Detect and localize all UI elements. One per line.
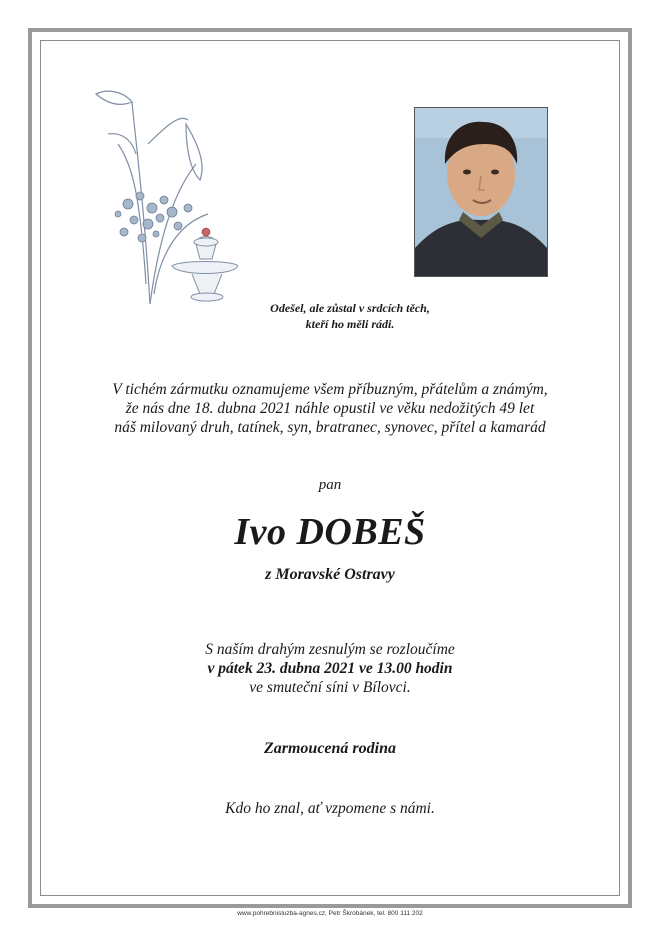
announcement-line: V tichém zármutku oznamujeme všem příbuzným, přátelům a známým, [112,381,548,398]
announcement-line: náš milovaný druh, tatínek, syn, bratranec, synovec, přítel a kamarád [114,419,546,436]
footer-contact: www.pohrebnisluzba-agnes.cz, Petr Škrobánek, tel. 800 111 202 [237,910,423,917]
funeral-date: v pátek 23. dubna 2021 ve 13.00 hodin [207,660,453,677]
announcement-line: že nás dne 18. dubna 2021 náhle opustil ve věku nedožitých 49 let [125,400,535,417]
origin: z Moravské Ostravy [265,566,395,583]
closing-line: Kdo ho znal, ať vzpomene s námi. [225,800,435,817]
funeral-line: S naším drahým zesnulým se rozloučíme [205,641,455,658]
motto [230,300,470,332]
salutation: pan [318,477,342,493]
motto-line: kteří ho měli rádi. [305,317,395,331]
motto-line: Odešel, ale zůstal v srdcích těch, [270,301,430,315]
announcement [0,380,660,437]
deceased-name: Ivo DOBEŠ [234,511,426,553]
funeral-place: ve smuteční síni v Bílovci. [249,679,411,696]
signature: Zarmoucená rodina [263,740,396,757]
flower-bouquet-icon [88,84,238,314]
portrait-photo [414,107,548,277]
